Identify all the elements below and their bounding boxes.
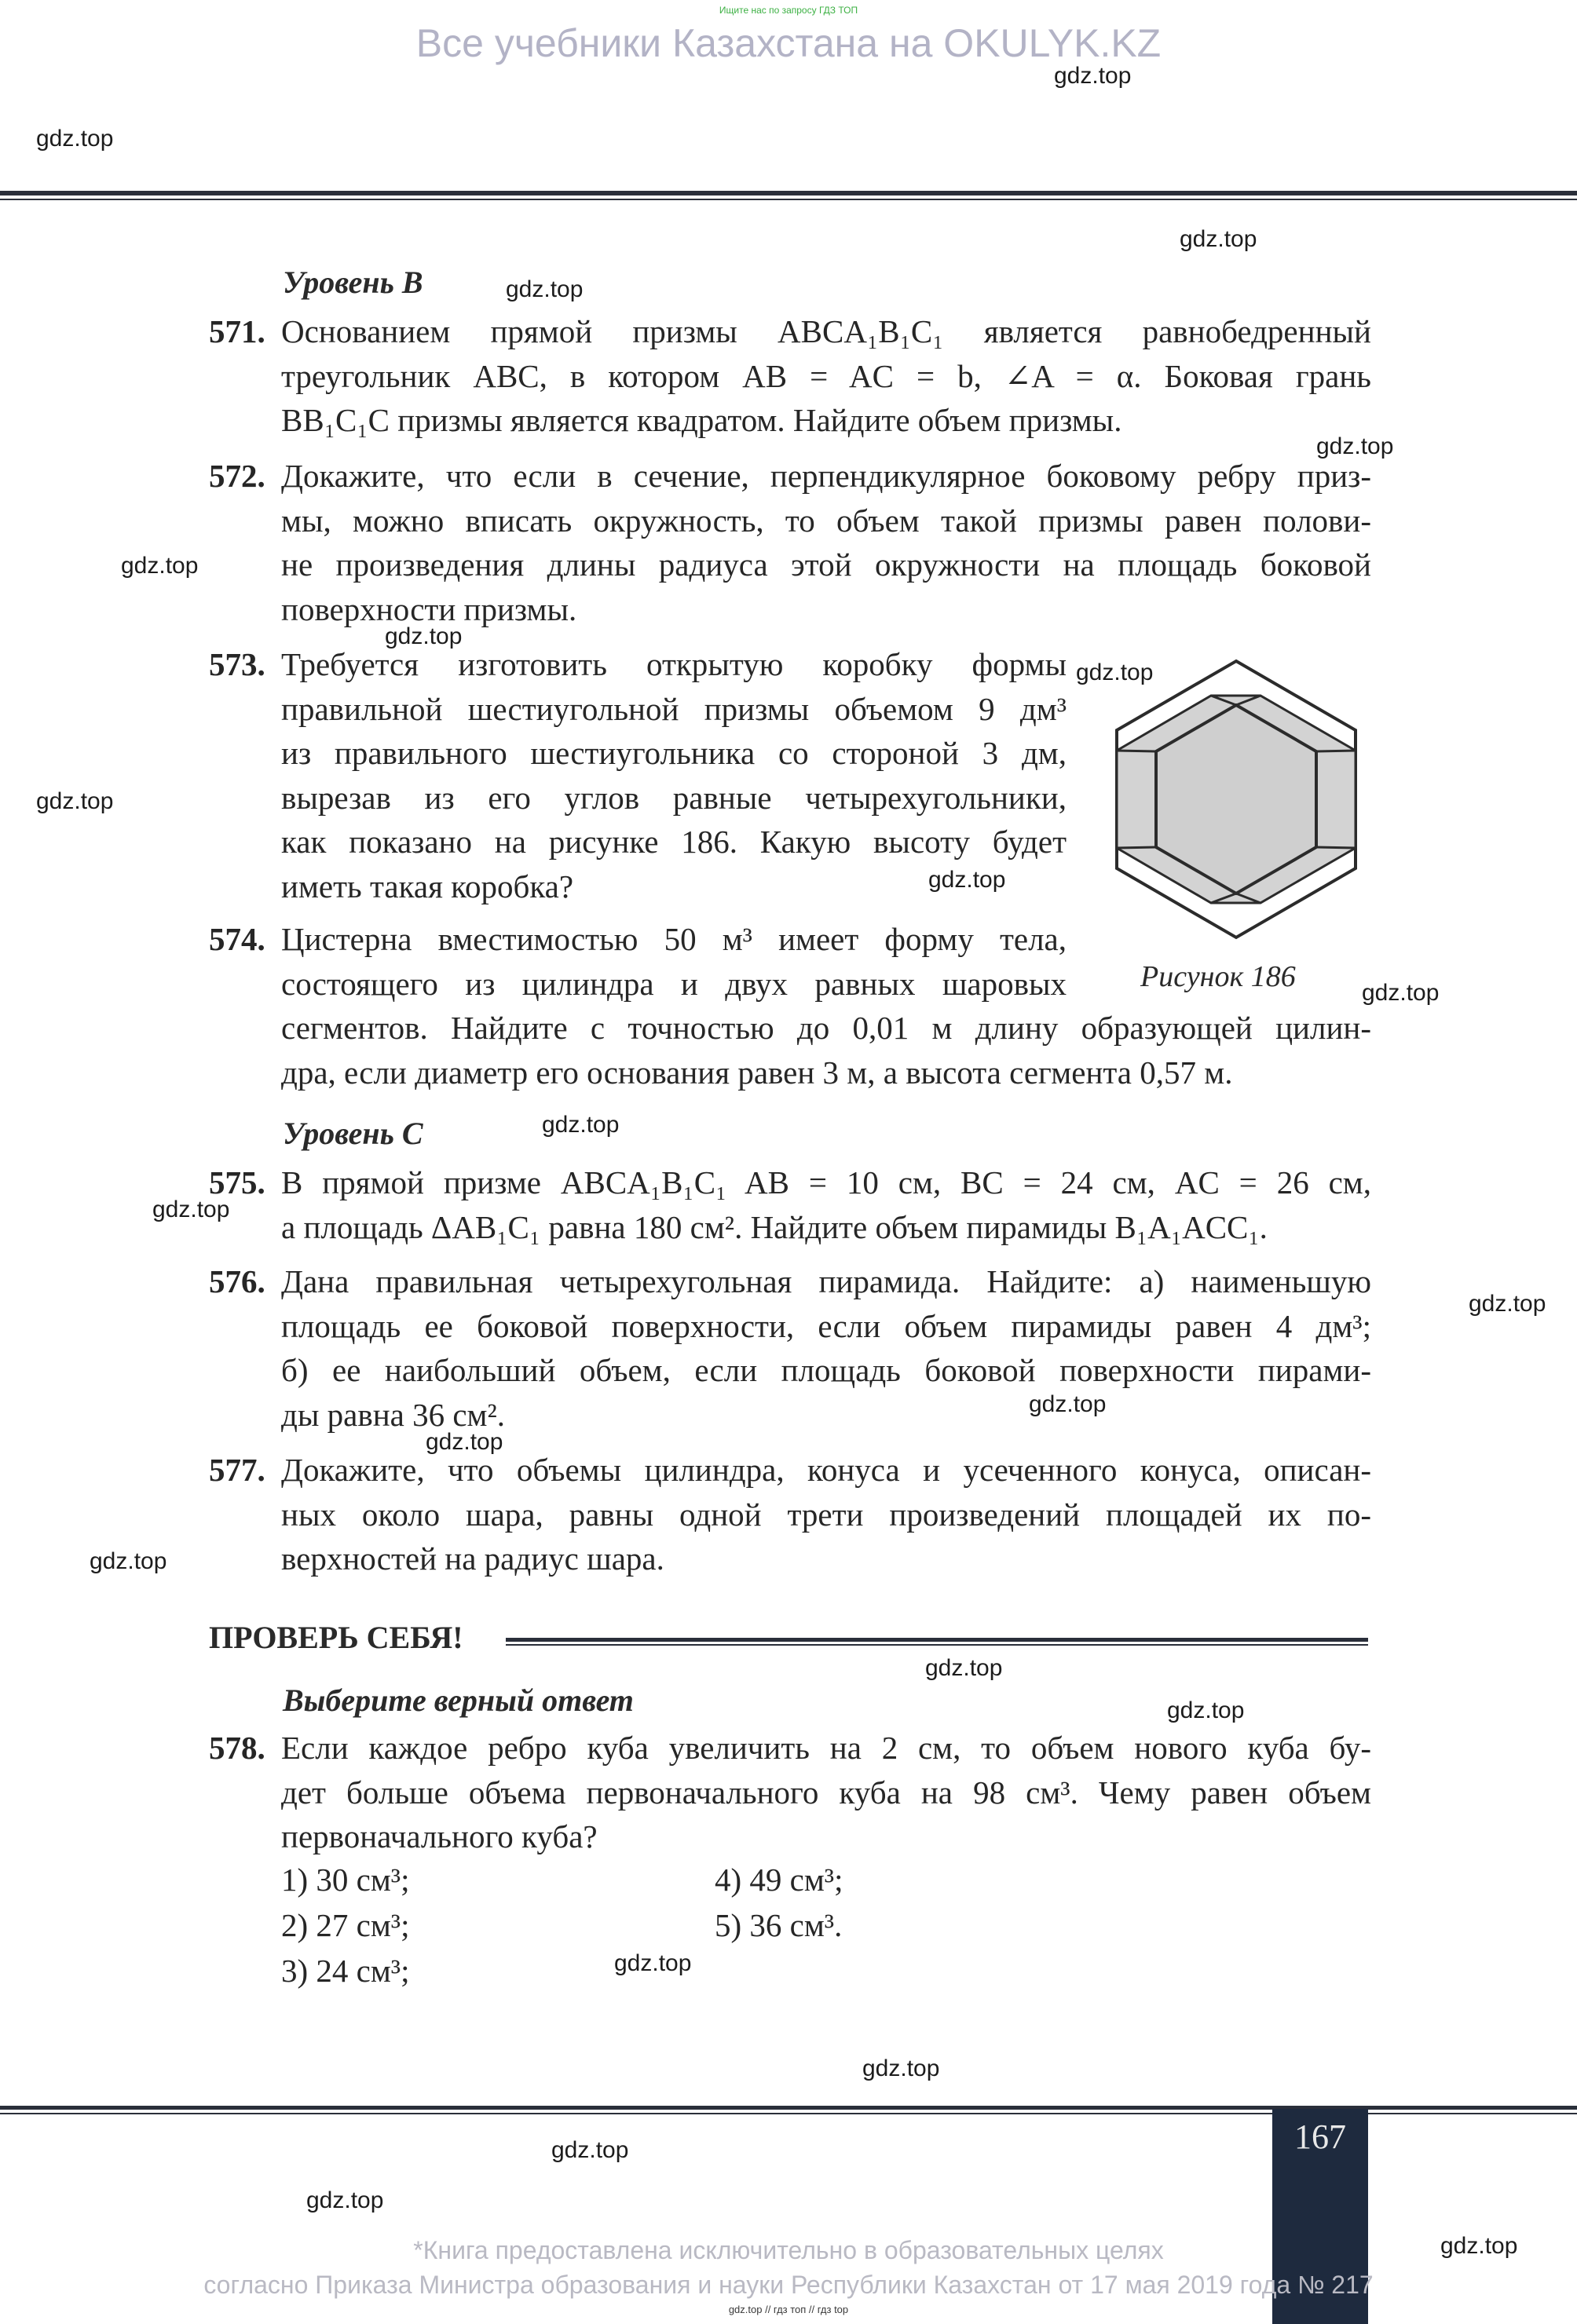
problem-line: дра, если диаметр его основания равен 3 м, а высота сегмента 0,57 м. [281,1054,1233,1091]
watermark: gdz.top [1440,2233,1518,2259]
top-rule-thin [0,199,1577,200]
level-c-heading: Уровень С [283,1116,423,1151]
page-number: 167 [1294,2118,1346,2156]
watermark: gdz.top [542,1112,620,1138]
problem-line: не произведения длины радиуса этой окружности на площадь боковой [281,546,1371,583]
watermark: gdz.top [385,623,463,649]
problem-line: а площадь ΔAB₁C₁ равна 180 см². Найдите объем пирамиды B₁A₁ACC₁. [281,1208,1268,1245]
watermark: gdz.top [1180,226,1257,252]
problem-line: состоящего из цилиндра и двух равных шаровых [281,965,1067,1002]
watermark: gdz.top [1076,660,1154,685]
top-rule-thick [0,191,1577,195]
watermark: gdz.top [1362,980,1440,1006]
answer-option-2[interactable]: 2) 27 см³; [281,1907,410,1943]
problem-line: треугольник ABC, в котором AB = AC = b, ∠A = α. Боковая грань [281,357,1371,394]
problem-line: поверхности призмы. [281,590,577,627]
problem-number: 577. [209,1452,265,1488]
problem-line: Требуется изготовить открытую коробку формы [281,646,1067,682]
problem-line: ных около шара, равны одной трети произведений площадей их по- [281,1496,1371,1533]
problem-577 [209,1448,1371,1577]
watermark: gdz.top [1054,63,1132,89]
watermark: gdz.top [306,2187,384,2213]
header-search-hint: Ищите нас по запросу ГДЗ ТОП [719,5,858,16]
figure-caption: Рисунок 186 [1140,960,1296,993]
problem-line: Основанием прямой призмы ABCA₁B₁C₁ является равнобедренный [281,313,1371,349]
footer-note-line-2: согласно Приказа Министра образования и науки Республики Казахстан от 17 мая 2019 года № 217 [203,2271,1374,2299]
watermark: gdz.top [90,1548,167,1574]
problem-number: 572. [209,458,265,494]
watermark: gdz.top [36,788,114,814]
watermark: gdz.top [36,126,114,152]
watermark: gdz.top [928,867,1006,893]
problem-line: сегментов. Найдите с точностью до 0,01 м длину образующей цилин- [281,1010,1371,1046]
watermark: gdz.top [862,2055,940,2081]
check-yourself-heading: ПРОВЕРЬ СЕБЯ! [209,1620,463,1655]
problem-number: 575. [209,1164,265,1200]
problem-line: дет больше объема первоначального куба на 98 см³. Чему равен объем [281,1774,1371,1811]
answer-option-3[interactable]: 3) 24 см³; [281,1953,410,1989]
problem-line: В прямой призме ABCA₁B₁C₁ AB = 10 см, BC = 24 см, AC = 26 см, [281,1164,1371,1200]
watermark: gdz.top [426,1429,503,1455]
answer-option-1[interactable]: 1) 30 см³; [281,1862,410,1898]
problem-line: Цистерна вместимостью 50 м³ имеет форму тела, [281,921,1067,957]
watermark: gdz.top [121,553,199,579]
problem-line: вырезав из его углов равные четырехугольники, [281,779,1067,816]
site-banner[interactable]: Все учебники Казахстана на OKULYK.KZ [415,21,1162,65]
footer-bottom-links[interactable]: gdz.top // гдз топ // гдз top [728,2304,849,2315]
watermark: gdz.top [614,1950,692,1976]
answer-option-4[interactable]: 4) 49 см³; [715,1862,843,1898]
problem-575 [209,1160,1371,1245]
choose-answer-heading: Выберите верный ответ [283,1683,634,1718]
problem-line: б) ее наибольший объем, если площадь боковой поверхности пирами- [281,1352,1371,1388]
problem-line: Дана правильная четырехугольная пирамида. Найдите: а) наименьшую [281,1263,1371,1299]
problem-line: как показано на рисунке 186. Какую высоту будет [281,824,1067,860]
problem-line: ды равна 36 см². [281,1396,506,1433]
problem-line: верхностей на радиус шара. [281,1540,664,1577]
problem-number: 573. [209,646,265,682]
watermark: gdz.top [1469,1291,1546,1317]
watermark: gdz.top [925,1655,1003,1681]
problem-line: Докажите, что объемы цилиндра, конуса и усеченного конуса, описан- [281,1452,1371,1488]
problem-number: 576. [209,1263,265,1299]
problem-line: правильной шестиугольной призмы объемом 9 дм³ [281,690,1067,727]
watermark: gdz.top [152,1197,230,1222]
watermark: gdz.top [1167,1697,1245,1723]
problem-line: BB₁C₁C призмы является квадратом. Найдите объем призмы. [281,402,1122,438]
problem-number: 578. [209,1730,265,1766]
problem-line: первоначального куба? [281,1818,598,1854]
watermark: gdz.top [1316,433,1394,459]
watermark: gdz.top [1029,1391,1107,1417]
problem-571 [209,309,1371,438]
problem-line: иметь такая коробка? [281,868,574,904]
problem-line: мы, можно вписать окружность, то объем такой призмы равен полови- [281,502,1371,539]
check-yourself-rule [506,1638,1368,1642]
watermark: gdz.top [506,276,584,302]
problem-line: Если каждое ребро куба увеличить на 2 см, то объем нового куба бу- [281,1730,1371,1766]
problem-line: Докажите, что если в сечение, перпендикулярное боковому ребру приз- [281,458,1371,494]
footer-note-line-1: *Книга предоставлена исключительно в образовательных целях [413,2236,1164,2264]
watermark: gdz.top [551,2137,629,2163]
problem-572 [209,454,1371,627]
problem-number: 574. [209,921,265,957]
problem-578 [209,1726,1371,1854]
problem-line: из правильного шестиугольника со стороной 3 дм, [281,735,1067,771]
problem-number: 571. [209,313,265,349]
figure-186-hexagon [1103,649,1370,947]
level-b-heading: Уровень В [283,265,423,300]
check-yourself-rule-thin [506,1644,1368,1646]
answer-option-5[interactable]: 5) 36 см³. [715,1907,843,1943]
problem-line: площадь ее боковой поверхности, если объем пирамиды равен 4 дм³; [281,1307,1371,1344]
